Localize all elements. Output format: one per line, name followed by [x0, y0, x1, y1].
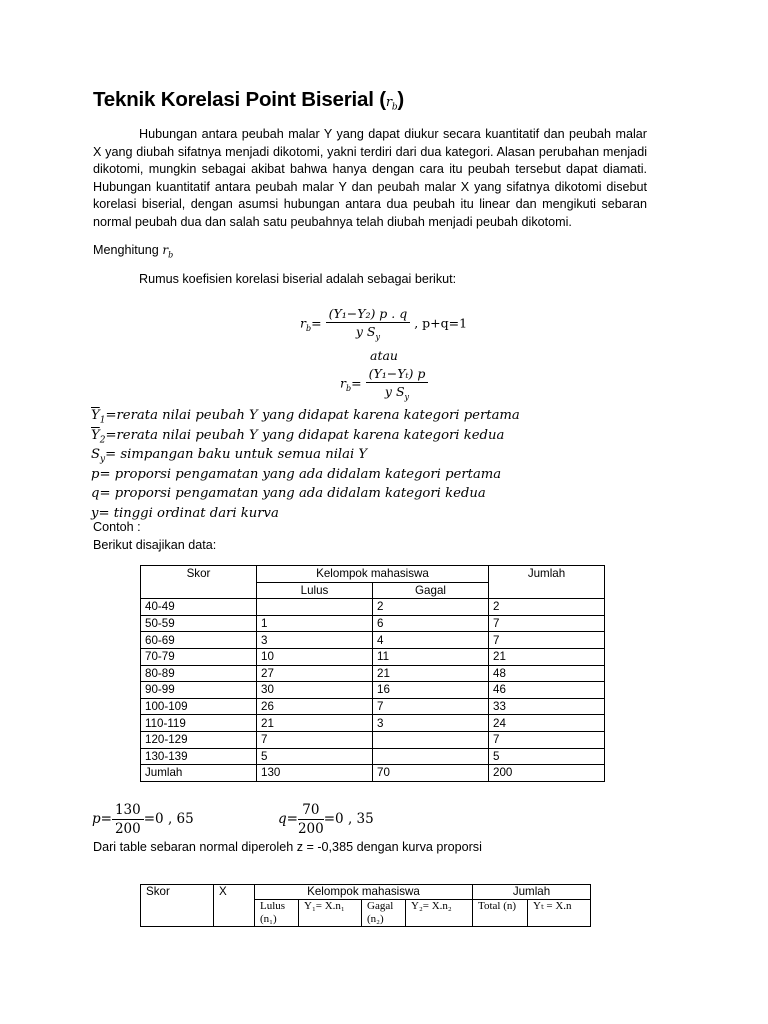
- cell: 60-69: [141, 632, 257, 649]
- cell: 24: [489, 715, 605, 732]
- table-row: [141, 715, 605, 732]
- cell: 30: [257, 682, 373, 699]
- definition-item: q= proporsi pengamatan yang ada didalam kategori kedua: [91, 486, 486, 501]
- header-lulus: Lulus (n₁): [255, 900, 299, 927]
- header-jumlah: Jumlah: [489, 566, 605, 599]
- cell: 27: [257, 665, 373, 682]
- table-header-row: [141, 885, 591, 900]
- header-gagal: Gagal (n₂): [362, 900, 406, 927]
- cell: [373, 731, 489, 748]
- table-row: [141, 599, 605, 616]
- cell: 7: [257, 731, 373, 748]
- cell: 26: [257, 698, 373, 715]
- q-calculation: q= $\frac{70}{200}$ =0 , 35: [278, 802, 374, 837]
- rb-symbol: $r_b$: [385, 95, 398, 113]
- atau-label: atau: [370, 348, 398, 363]
- cell: 21: [489, 648, 605, 665]
- cell: 5: [257, 748, 373, 765]
- cell: 21: [257, 715, 373, 732]
- table-total-row: [141, 765, 605, 782]
- cell: 70: [373, 765, 489, 782]
- header-kelompok: Kelompok mahasiswa: [257, 566, 489, 583]
- header-yt: Yₜ = X.n: [528, 900, 591, 927]
- header-jumlah: Jumlah: [473, 885, 591, 900]
- table-row: [141, 615, 605, 632]
- header-kelompok: Kelompok mahasiswa: [255, 885, 473, 900]
- cell: 46: [489, 682, 605, 699]
- cell: 4: [373, 632, 489, 649]
- cell: Jumlah: [141, 765, 257, 782]
- definitions-list: [91, 406, 520, 523]
- cell: [257, 599, 373, 616]
- cell: 3: [373, 715, 489, 732]
- cell: 11: [373, 648, 489, 665]
- definition-item: $\overline{Y}_1=rerata$ nilai peubah Y yang didapat karena kategori pertama: [91, 408, 520, 426]
- cell: 80-89: [141, 665, 257, 682]
- cell: 16: [373, 682, 489, 699]
- table-row: [141, 648, 605, 665]
- cell: 7: [489, 632, 605, 649]
- cell: 48: [489, 665, 605, 682]
- cell: 130-139: [141, 748, 257, 765]
- cell: 120-129: [141, 731, 257, 748]
- cell: 3: [257, 632, 373, 649]
- table-row: [141, 731, 605, 748]
- definition-item: $\overline{Y}_2=rerata$ nilai peubah Y yang didapat karena kategori kedua: [91, 427, 505, 446]
- cell: 200: [489, 765, 605, 782]
- cell: 130: [257, 765, 373, 782]
- table-row: [141, 665, 605, 682]
- header-gagal: Gagal: [373, 582, 489, 599]
- header-x: X: [214, 885, 255, 927]
- cell: 2: [489, 599, 605, 616]
- cell: 110-119: [141, 715, 257, 732]
- table-row: [141, 698, 605, 715]
- score-table: [140, 565, 605, 782]
- cell: 7: [489, 615, 605, 632]
- cell: 6: [373, 615, 489, 632]
- header-y2: Y₂= X.n₂: [406, 900, 473, 927]
- table-header-row: [141, 566, 605, 583]
- formula-intro: Rumus koefisien korelasi biserial adalah sebagai berikut:: [139, 272, 457, 286]
- cell: 50-59: [141, 615, 257, 632]
- page-title: Teknik Korelasi Point Biserial $(r_b)$: [93, 88, 405, 113]
- cell: 70-79: [141, 648, 257, 665]
- cell: [373, 748, 489, 765]
- intro-paragraph: Hubungan antara peubah malar Y yang dapat diukur secara kuantitatif dan peubah malar X yang diubah sifatnya menjadi dikotomi, yakni terdiri dari dua kategori. Alasan perubahan menjadi dikotomi, mungkin sebagai akibat bahwa hanya dengan cara itu peubah tersebut dapat diamati. Hubungan kuantitatif antara peubah malar Y dan peubah malar X yang sifatnya dikotomi disebut korelasi biserial, dengan asumsi hubungan antara dua peubah itu linear dan mengikuti sebaran normal peubah dua dan salah satu peubahnya telah diubah menjadi peubah dikotomi.: [93, 127, 647, 229]
- cell: 21: [373, 665, 489, 682]
- header-total: Total (n): [473, 900, 528, 927]
- cell: 1: [257, 615, 373, 632]
- cell: 2: [373, 599, 489, 616]
- cell: 33: [489, 698, 605, 715]
- cell: 100-109: [141, 698, 257, 715]
- cell: 10: [257, 648, 373, 665]
- cell: 7: [373, 698, 489, 715]
- cell: 5: [489, 748, 605, 765]
- computation-table: [140, 884, 591, 927]
- contoh-label: Contoh :: [93, 520, 141, 534]
- cell: 40-49: [141, 599, 257, 616]
- table-row: [141, 748, 605, 765]
- compute-heading: Menghitung $r_b$: [93, 243, 174, 260]
- p-calculation: p= $\frac{130}{200}$ =0 , 65: [92, 802, 194, 837]
- cell: 90-99: [141, 682, 257, 699]
- definition-item: y= tinggi ordinat dari kurva: [91, 505, 279, 521]
- header-lulus: Lulus: [257, 582, 373, 599]
- normal-distribution-note: Dari table sebaran normal diperoleh z = -0,385 dengan kurva proporsi: [93, 840, 482, 854]
- definition-item: $S_y=$ simpangan baku untuk semua nilai Y: [91, 447, 368, 465]
- table-row: [141, 632, 605, 649]
- header-skor: Skor: [141, 566, 257, 599]
- biserial-formula-1: $r_b=$ $\frac{\text{(Y₁−Y₂) p . q}}{y S_y}$ , p+q=1: [300, 306, 468, 342]
- biserial-formula-2: $r_b=$ $\frac{\text{(Y₁−Yₜ) p}}{y S_y}$: [340, 366, 428, 402]
- header-skor: Skor: [141, 885, 214, 927]
- definition-item: p= proporsi pengamatan yang ada didalam kategori pertama: [91, 466, 502, 482]
- header-y1: Y₁= X.n₁: [299, 900, 362, 927]
- data-intro: Berikut disajikan data:: [93, 538, 217, 552]
- table-row: [141, 682, 605, 699]
- cell: 7: [489, 731, 605, 748]
